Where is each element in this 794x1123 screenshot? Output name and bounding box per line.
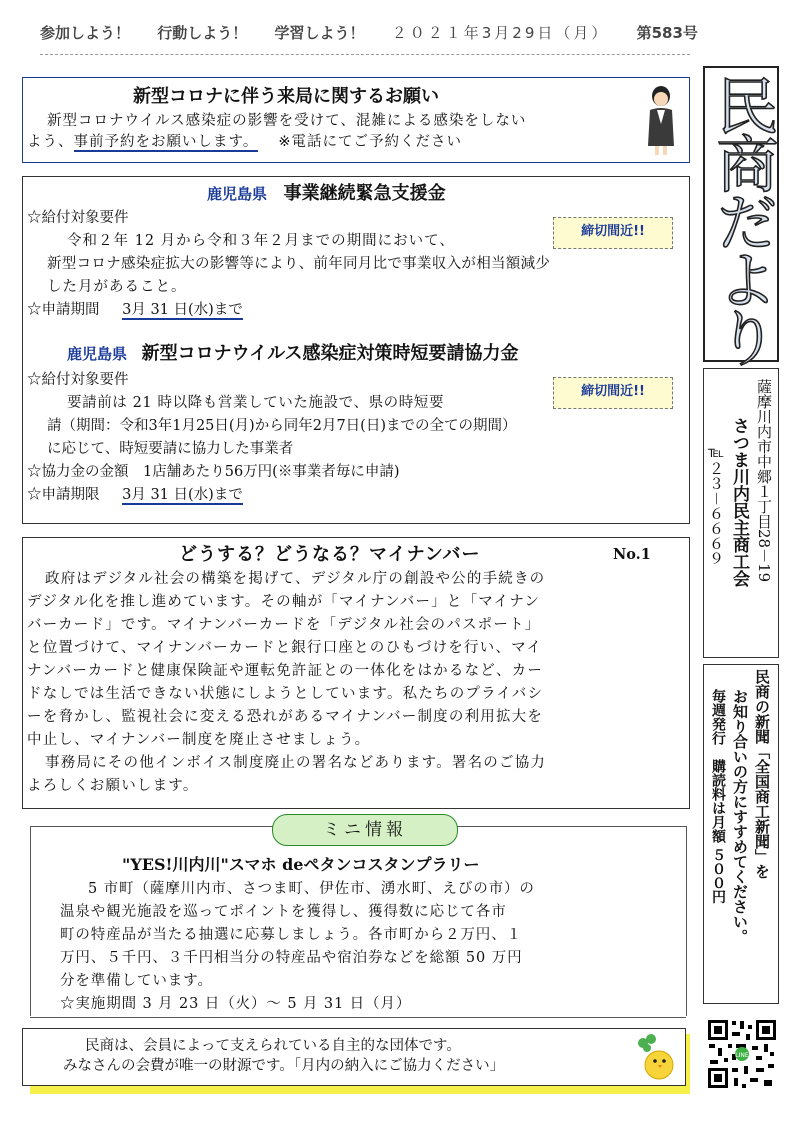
mynumber-line: バーカード」です。マイナンバーカードを「デジタル社会のパスポート」 bbox=[27, 617, 541, 633]
mini-info-line: 町の特産品が当たる抽選に応募しましょう。各市町から２万円、１ bbox=[60, 927, 522, 943]
subsidy1-prefecture: 鹿児島県 bbox=[207, 185, 268, 203]
mini-info-line: 万円、５千円、３千円相当分の特産品や宿泊券などを総額 50 万円 bbox=[60, 950, 523, 966]
mynumber-title: どうする？どうなる？マイナンバー bbox=[179, 544, 481, 565]
slogan-2: 行動しよう！ bbox=[157, 24, 248, 42]
footer-box bbox=[22, 1028, 686, 1086]
corona-notice-title: 新型コロナに伴う来局に関するお願い bbox=[133, 86, 439, 107]
line2-prefix: よう、 bbox=[27, 134, 74, 150]
svg-text:LINE: LINE bbox=[735, 1052, 749, 1059]
mynumber-line: 政府はデジタル社会の構築を掲げて、デジタル庁の創設や公的手続きの bbox=[45, 571, 546, 587]
mini-info-period: ☆実施期間 3 月 23 日（火）～ 5 月 31 日（月） bbox=[60, 996, 412, 1012]
reservation-emphasis: 事前予約をお願いします。 bbox=[73, 134, 259, 150]
mini-info-line: 5 市町（薩摩川内市、さつま町、伊佐市、湧水町、えびの市）の bbox=[88, 881, 535, 897]
corona-notice-line-1: 新型コロナウイルス感染症の影響を受けて、混雑による感染をしない bbox=[47, 113, 527, 129]
subsidy2-prefecture: 鹿児島県 bbox=[67, 345, 128, 363]
subsidy2-heading bbox=[67, 345, 519, 364]
address: 薩摩川内市中郷１丁目28－19 bbox=[755, 379, 773, 583]
subsidy1-heading bbox=[207, 185, 446, 204]
mini-info-line: 分を準備しています。 bbox=[60, 973, 213, 989]
mynumber-line: 事務局にその他インボイス制度廃止の署名などあります。署名のご協力 bbox=[45, 755, 547, 771]
ad-line-1: 民商の新聞「全国商工新聞」を bbox=[753, 669, 771, 879]
masthead-title: 民商だより bbox=[706, 74, 779, 364]
staff-illustration bbox=[643, 84, 679, 156]
mynumber-line: ーを脅かし、監視社会に変える恐れがあるマイナンバー制度の利用拡大を bbox=[27, 709, 544, 725]
subsidy2-body-2: 請（期間：令和3年1月25日(月)から同年2月7日(日)までの全ての期間） bbox=[47, 418, 517, 434]
subsidy1-period-value: 3月 31 日(水)まで bbox=[122, 302, 243, 318]
subsidy2-body-1: 要請前は 21 時以降も営業していた施設で、県の時短要 bbox=[67, 395, 445, 411]
slogan-1: 参加しよう！ bbox=[40, 24, 131, 42]
ad-line-3: 毎週発行 購読料は月額 ５００円 bbox=[710, 689, 726, 904]
chick-mascot-icon bbox=[631, 1033, 677, 1081]
subsidy2-amount: ☆協力金の金額 1店舗あたり56万円(※事業者毎に申請) bbox=[27, 464, 400, 480]
subsidy2-deadline-label: ☆申請期限 bbox=[27, 487, 100, 503]
mynumber-line: デジタル化を推し進めています。その軸が「マイナンバー」と「マイナン bbox=[27, 594, 541, 610]
line2-suffix: ※電話にてご予約ください bbox=[278, 134, 462, 150]
mini-info-right-border bbox=[686, 826, 687, 1016]
tel-value: ２３－６６６９ bbox=[707, 461, 725, 567]
footer-line-1: 民商は、会員によって支えられている自主的な団体です。 bbox=[85, 1038, 461, 1054]
mini-info-label: ミニ情報 bbox=[272, 814, 458, 846]
newspaper-ad-box bbox=[703, 664, 779, 1004]
subsidy1-body-3: した月があること。 bbox=[47, 279, 187, 295]
header-divider bbox=[40, 54, 690, 55]
subsidy1-deadline-badge: 締切間近!! bbox=[553, 217, 673, 249]
tel-label: ℡ bbox=[707, 443, 725, 461]
subsidy2-deadline bbox=[27, 486, 243, 504]
subsidy1-body-2: 新型コロナ感染症拡大の影響等により、前年同月比で事業収入が相当額減少 bbox=[47, 256, 551, 272]
subsidies-box bbox=[22, 176, 690, 524]
mynumber-line: ナンバーカードと健康保険証や運転免許証との一体化をはかるなど、カー bbox=[27, 663, 544, 679]
qr-code bbox=[706, 1018, 778, 1090]
footer-line-2: みなさんの会費が唯一の財源です。「月内の納入にご協力ください」 bbox=[63, 1058, 505, 1074]
corona-notice bbox=[22, 77, 690, 163]
subsidy1-body-1: 令和２年 12 月から令和３年２月までの期間において、 bbox=[67, 233, 455, 249]
org-name: さつま川内民主商工会 bbox=[729, 417, 749, 587]
mynumber-line: と位置づけて、マイナンバーカードと銀行口座とのひもづけを行い、マイ bbox=[27, 640, 543, 656]
subsidy2-deadline-value: 3月 31 日(水)まで bbox=[122, 487, 243, 503]
mynumber-article bbox=[22, 537, 690, 809]
issue-number: 第583号 bbox=[636, 24, 698, 42]
masthead-title-box bbox=[703, 66, 779, 362]
page-header bbox=[40, 22, 720, 43]
mynumber-no: No.1 bbox=[613, 546, 651, 563]
issue-date: ２０２１年3月29日（月） bbox=[391, 24, 610, 42]
tel-number bbox=[706, 443, 726, 566]
subsidy2-deadline-badge: 締切間近!! bbox=[553, 377, 673, 409]
mini-info-left-border bbox=[30, 826, 31, 1016]
subsidy2-req-label: ☆給付対象要件 bbox=[27, 372, 129, 388]
subsidy1-title: 事業継続緊急支援金 bbox=[283, 183, 446, 204]
mynumber-line: ドなしでは生活できない状態にしようとしています。私たちのプライバシ bbox=[27, 686, 544, 702]
mynumber-line: よろしくお願いします。 bbox=[27, 778, 199, 794]
subsidy1-req-label: ☆給付対象要件 bbox=[27, 210, 129, 226]
mini-info-line: 温泉や観光施設を巡ってポイントを獲得し、獲得数に応じて各市 bbox=[60, 904, 507, 920]
mynumber-line: 中止し、マイナンバー制度を廃止させましょう。 bbox=[27, 732, 371, 748]
ad-line-2: お知り合いの方にすすめてください。 bbox=[731, 689, 749, 944]
slogan-3: 学習しよう！ bbox=[274, 24, 365, 42]
subsidy2-title: 新型コロナウイルス感染症対策時短要請協力金 bbox=[141, 343, 519, 364]
masthead-address-box bbox=[703, 368, 779, 658]
subsidy1-period-label: ☆申請期間 bbox=[27, 302, 100, 318]
mini-info-title: "YES!川内川"スマホ deペタンコスタンプラリー bbox=[122, 855, 480, 874]
subsidy1-period bbox=[27, 301, 243, 319]
corona-notice-line-2 bbox=[27, 133, 462, 151]
subsidy2-body-3: に応じて、時短要請に協力した事業者 bbox=[47, 441, 294, 457]
